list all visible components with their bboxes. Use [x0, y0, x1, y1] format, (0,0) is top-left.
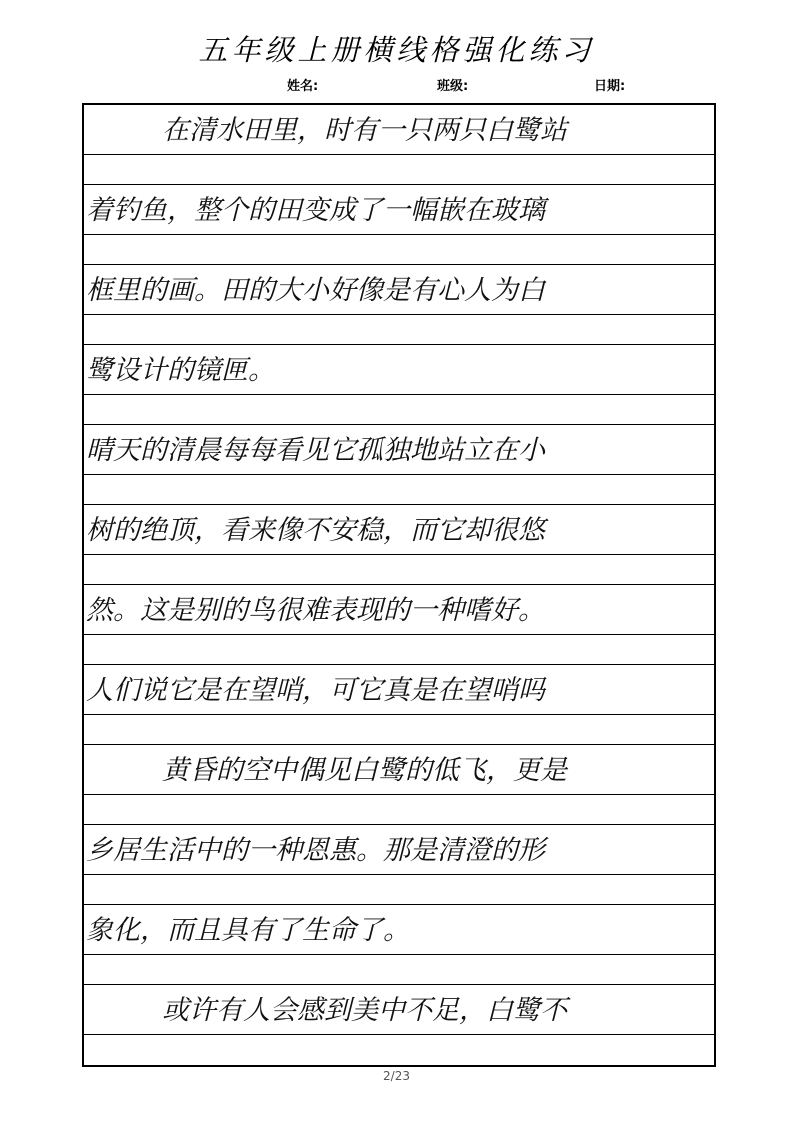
date-field-label: 日期:	[594, 79, 626, 94]
practice-blank-row	[84, 715, 714, 745]
practice-line-text	[84, 1035, 714, 1064]
practice-blank-row	[84, 395, 714, 425]
practice-line-text	[84, 155, 714, 183]
practice-line-text: 鹭设计的镜匣。	[86, 355, 275, 385]
practice-line-text	[84, 235, 714, 263]
practice-blank-row	[84, 555, 714, 585]
practice-line-text: 人们说它是在望哨，可它真是在望哨吗	[86, 675, 545, 705]
practice-blank-row	[84, 795, 714, 825]
class-field-label: 班级:	[437, 79, 469, 94]
practice-line-text	[84, 475, 714, 503]
practice-line-text: 或许有人会感到美中不足，白鹭不	[162, 995, 567, 1025]
practice-line-row	[84, 265, 714, 315]
practice-line-text: 象化，而且具有了生命了。	[86, 915, 410, 945]
practice-line-text	[84, 395, 714, 423]
practice-line-row	[84, 665, 714, 715]
name-field-label: 姓名:	[287, 79, 319, 94]
practice-blank-row	[84, 1035, 714, 1065]
practice-line-text	[84, 555, 714, 583]
practice-line-text	[84, 795, 714, 823]
page-number: 2/23	[383, 1069, 410, 1083]
practice-line-row	[84, 105, 714, 155]
practice-blank-row	[84, 475, 714, 505]
page-title: 五年级上册横线格强化练习	[198, 35, 595, 67]
practice-line-row	[84, 585, 714, 635]
practice-blank-row	[84, 875, 714, 905]
practice-blank-row	[84, 235, 714, 265]
practice-line-text: 树的绝顶，看来像不安稳，而它却很悠	[86, 515, 545, 545]
practice-line-text: 着钓鱼，整个的田变成了一幅嵌在玻璃	[86, 195, 545, 225]
practice-line-text: 然。这是别的鸟很难表现的一种嗜好。	[86, 595, 545, 625]
practice-line-text: 在清水田里，时有一只两只白鹭站	[162, 115, 567, 145]
practice-line-row	[84, 345, 714, 395]
practice-line-text: 乡居生活中的一种恩惠。那是清澄的形	[86, 835, 545, 865]
practice-line-text: 框里的画。田的大小好像是有心人为白	[86, 275, 545, 305]
practice-line-text	[84, 315, 714, 343]
practice-blank-row	[84, 315, 714, 345]
practice-line-text	[84, 715, 714, 743]
practice-line-row	[84, 425, 714, 475]
practice-line-row	[84, 905, 714, 955]
practice-line-row	[84, 825, 714, 875]
practice-line-text	[84, 635, 714, 663]
practice-blank-row	[84, 955, 714, 985]
practice-blank-row	[84, 635, 714, 665]
practice-line-row	[84, 745, 714, 795]
header-meta-row	[82, 76, 716, 98]
practice-blank-row	[84, 155, 714, 185]
practice-line-text	[84, 875, 714, 903]
practice-line-text: 晴天的清晨每每看见它孤独地站立在小	[86, 435, 545, 465]
practice-line-text	[84, 955, 714, 983]
practice-grid	[82, 103, 716, 1067]
practice-line-row	[84, 505, 714, 555]
practice-line-text: 黄昏的空中偶见白鹭的低飞，更是	[162, 755, 567, 785]
practice-line-row	[84, 185, 714, 235]
practice-line-row	[84, 985, 714, 1035]
